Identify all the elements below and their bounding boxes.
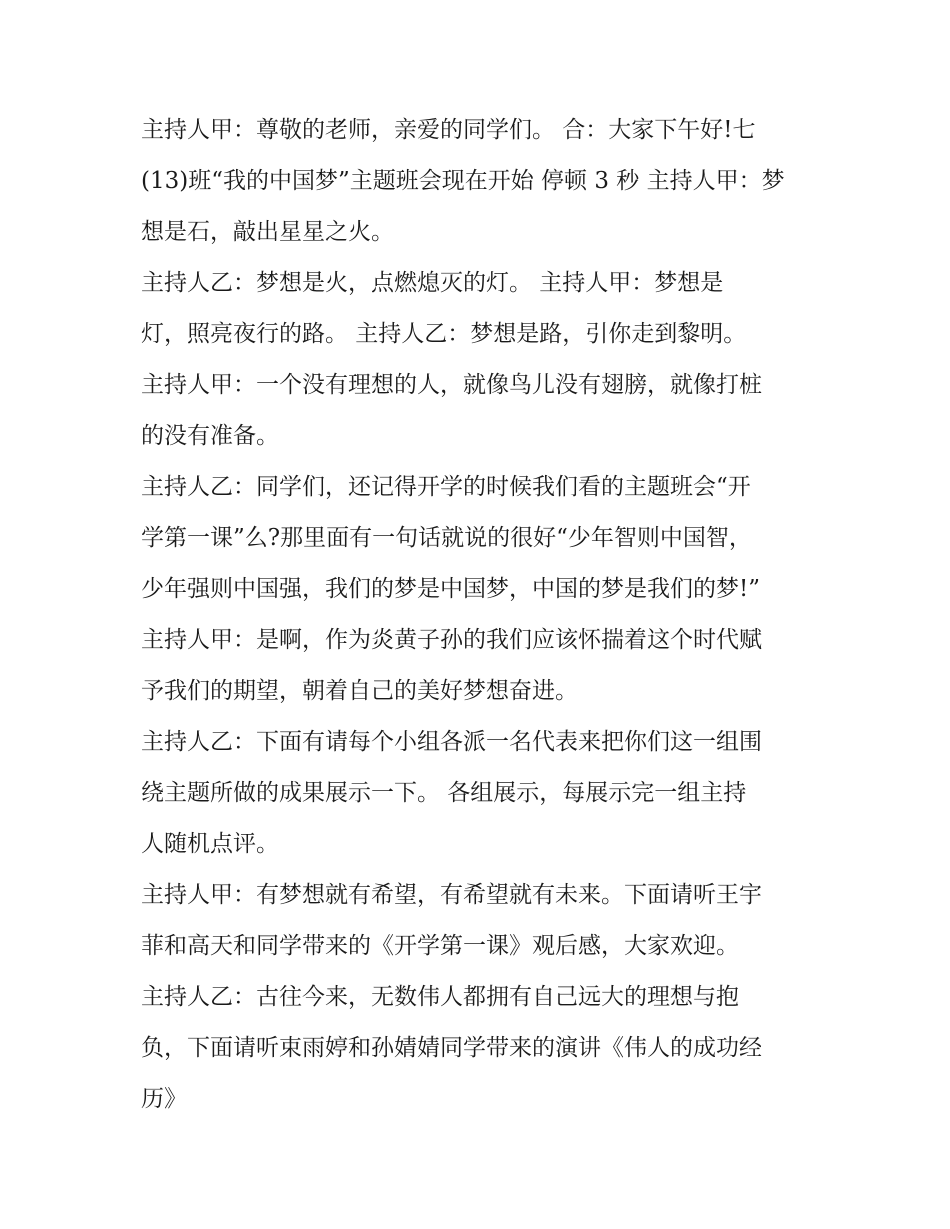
text-line: 主持人甲：尊敬的老师，亲爱的同学们。 合：大家下午好!七 — [141, 117, 756, 143]
text-line: 主持人乙：下面有请每个小组各派一名代表来把你们这一组围 — [141, 729, 762, 755]
text-line: 历》 — [141, 1086, 187, 1112]
text-line: 菲和高天和同学带来的《开学第一课》观后感，大家欢迎。 — [141, 933, 739, 959]
text-line: 主持人乙：梦想是火，点燃熄灭的灯。 主持人甲：梦想是 — [141, 270, 724, 296]
text-line: 主持人甲：一个没有理想的人，就像鸟儿没有翅膀，就像打桩 — [141, 372, 762, 398]
text-line: 负，下面请听束雨婷和孙婧婧同学带来的演讲《伟人的成功经 — [141, 1035, 762, 1061]
text-line: 主持人甲：是啊，作为炎黄子孙的我们应该怀揣着这个时代赋 — [141, 627, 762, 653]
text-line: (13)班“我的中国梦”主题班会现在开始 停顿 3 秒 主持人甲：梦 — [141, 168, 785, 194]
document-body — [141, 110, 816, 1130]
text-line: 绕主题所做的成果展示一下。 各组展示，每展示完一组主持 — [141, 780, 747, 806]
text-line: 予我们的期望，朝着自己的美好梦想奋进。 — [141, 678, 578, 704]
text-line: 少年强则中国强，我们的梦是中国梦，中国的梦是我们的梦!” — [141, 576, 761, 602]
text-line: 主持人乙：古往今来，无数伟人都拥有自己远大的理想与抱 — [141, 984, 739, 1010]
text-line: 想是石，敲出星星之火。 — [141, 219, 394, 245]
text-line: 主持人甲：有梦想就有希望，有希望就有未来。下面请听王宇 — [141, 882, 762, 908]
text-line: 的没有准备。 — [141, 423, 279, 449]
text-line: 人随机点评。 — [141, 831, 279, 857]
text-line: 灯，照亮夜行的路。 主持人乙：梦想是路，引你走到黎明。 — [141, 321, 747, 347]
text-line: 学第一课”么?那里面有一句话就说的很好“少年智则中国智， — [141, 525, 752, 551]
text-line: 主持人乙：同学们，还记得开学的时候我们看的主题班会“开 — [141, 474, 751, 500]
